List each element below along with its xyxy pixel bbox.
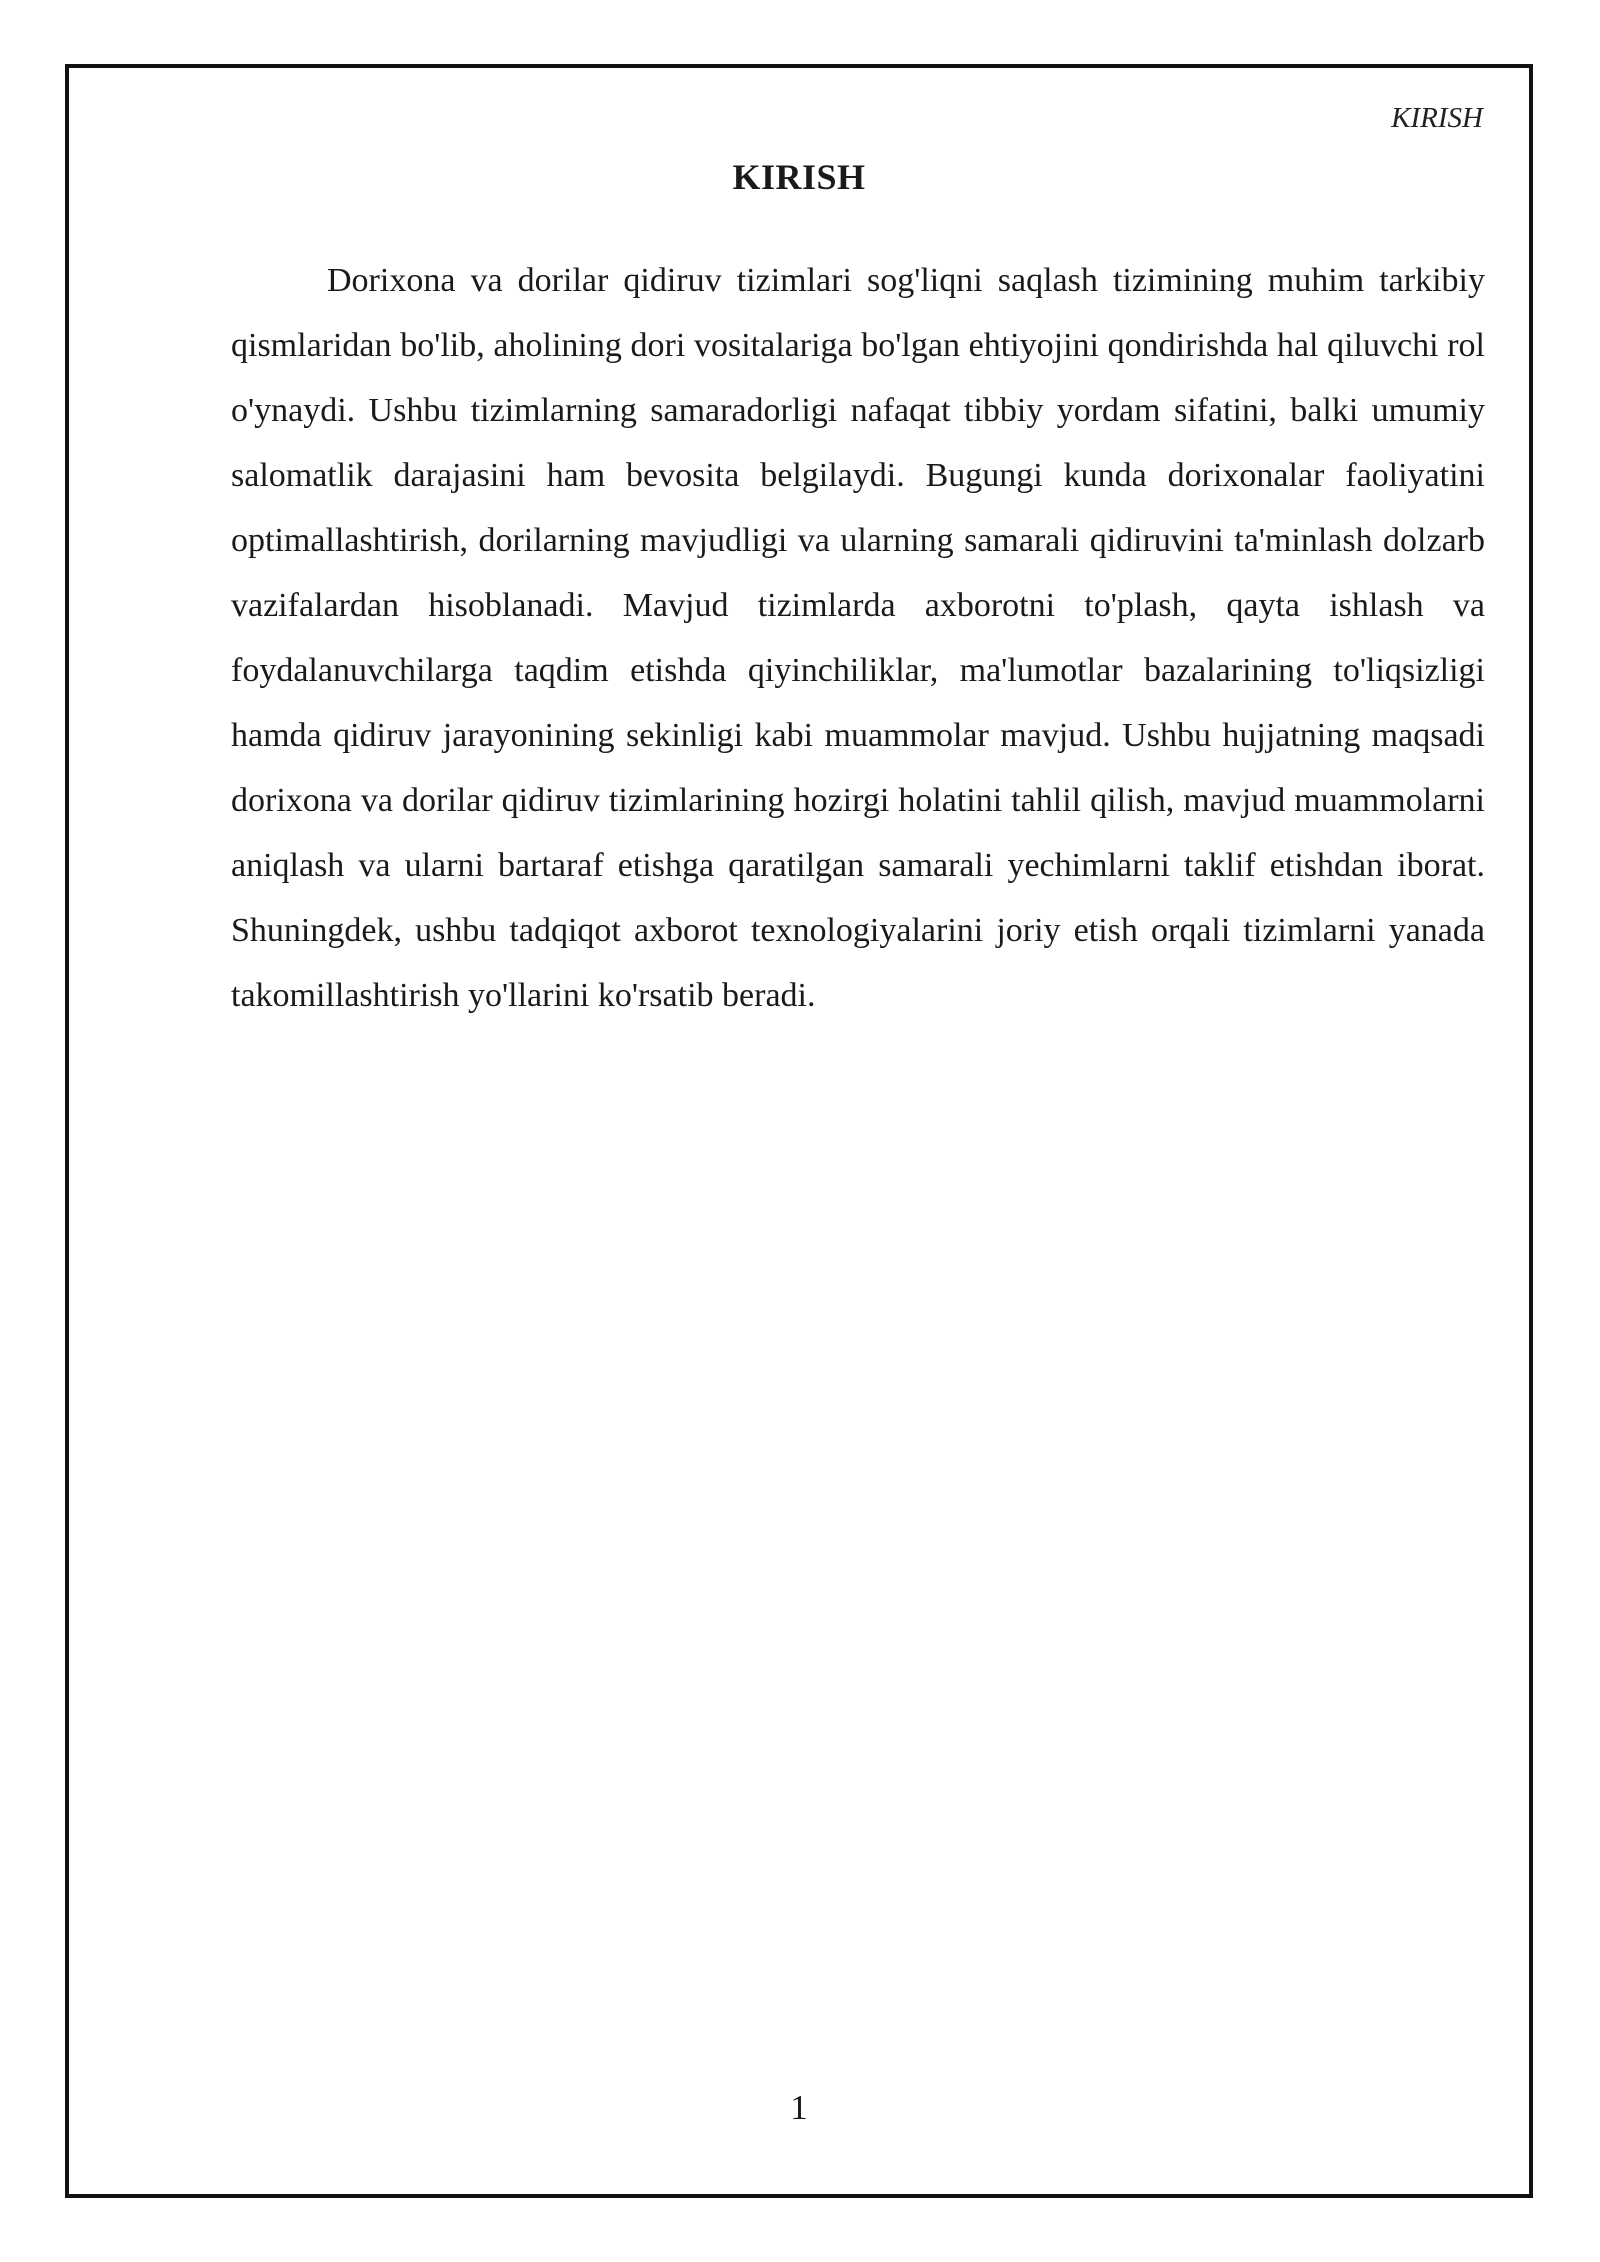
body-paragraph: Dorixona va dorilar qidiruv tizimlari sog'liqni saqlash tizimining muhim tarkibiy qismlaridan bo'lib, aholining dori vositalariga bo'lgan ehtiyojini qondirishda hal qiluvchi rol o'ynaydi. Ushbu tizimlarning samaradorligi nafaqat tibbiy yordam sifatini, balki umumiy salomatlik darajasini ham bevosita belgilaydi. Bugungi kunda dorixonalar faoliyatini optimallashtirish, dorilarning mavjudligi va ularning samarali qidiruvini ta'minlash dolzarb vazifalardan hisoblanadi. Mavjud tizimlarda axborotni to'plash, qayta ishlash va foydalanuvchilarga taqdim etishda qiyinchiliklar, ma'lumotlar bazalarining to'liqsizligi hamda qidiruv jarayonining sekinligi kabi muammolar mavjud. Ushbu hujjatning maqsadi dorixona va dorilar qidiruv tizimlarining hozirgi holatini tahlil qilish, mavjud muammolarni aniqlash va ularni bartaraf etishga qaratilgan samarali yechimlarni taklif etishdan iborat. Shuningdek, ushbu tadqiqot axborot texnologiyalarini joriy etish orqali tizimlarni yanada takomillashtirish yo'llarini ko'rsatib beradi.: [231, 262, 1485, 1014]
running-header: KIRISH: [1391, 102, 1483, 134]
page-number: 1: [790, 2088, 808, 2127]
page-frame: [65, 64, 1533, 2198]
page-title: KIRISH: [732, 157, 866, 197]
